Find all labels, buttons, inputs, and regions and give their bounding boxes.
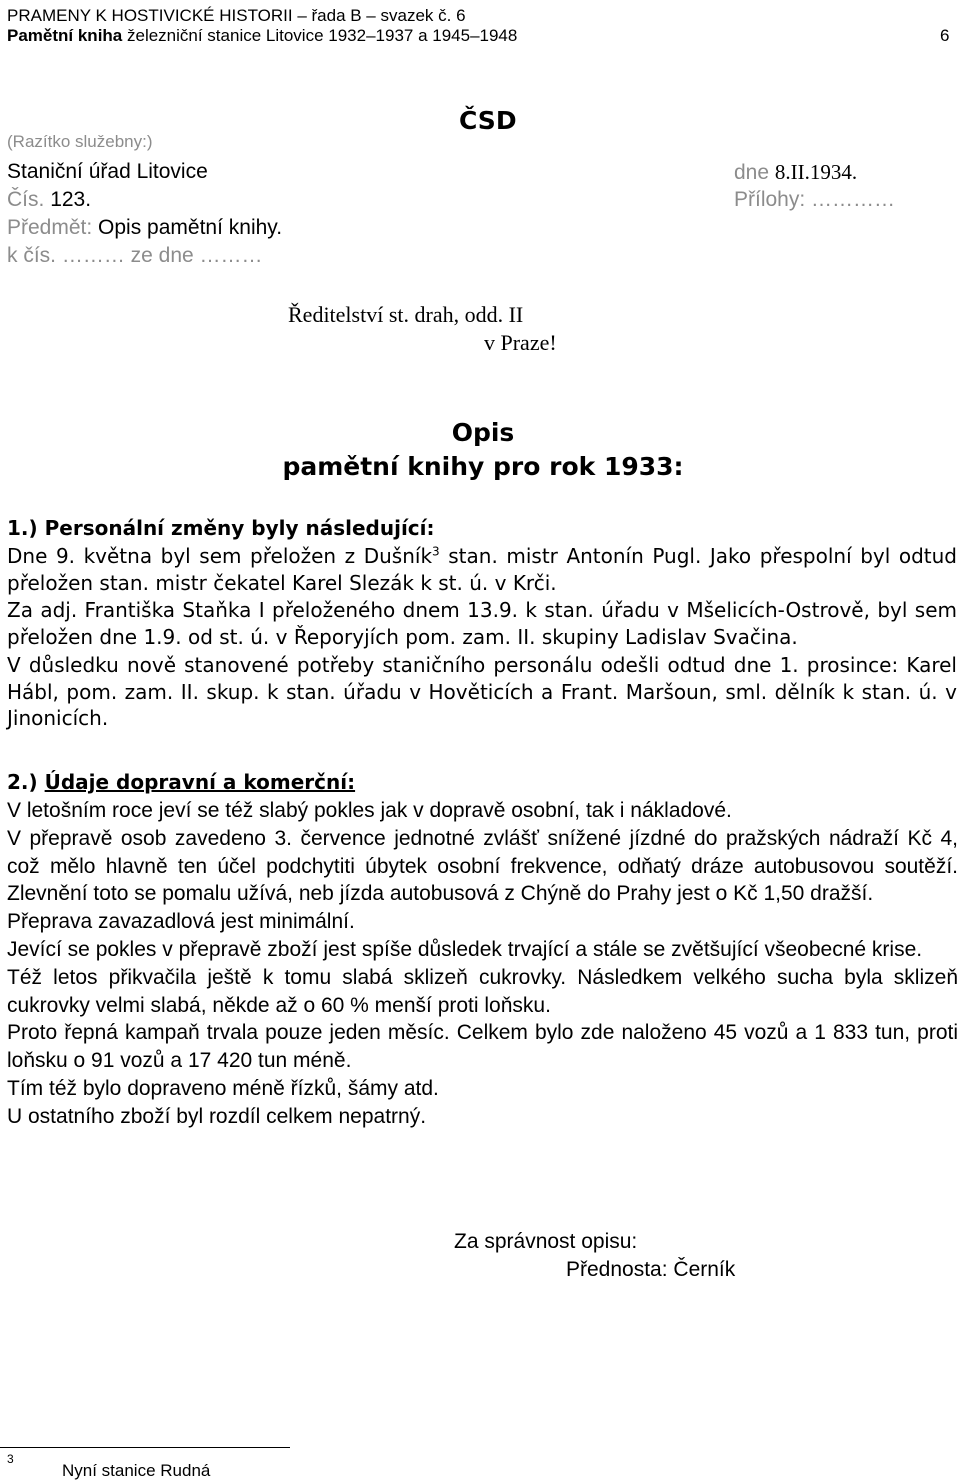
running-header-title: [7, 26, 517, 46]
attachments-line: Přílohy: …………: [734, 188, 896, 211]
document-number-value: 123.: [50, 188, 92, 211]
csd-logo-text: ČSD: [459, 106, 517, 135]
signature-name: Přednosta: Černík: [566, 1258, 736, 1281]
date-value: 8.II.1934.: [774, 160, 858, 184]
document-title: Opis: [451, 418, 515, 447]
page-number: 6: [940, 26, 950, 45]
signature-attestation: Za správnost opisu:: [454, 1230, 638, 1253]
section2-paragraph: Proto řepná kampaň trvala pouze jeden měsíc. Celkem bylo zde naloženo 45 vozů a 1 833 tun, proti loňsku o 91 vozů a 17 420 tun méně.: [7, 1021, 958, 1073]
stamp-note: (Razítko služebny:): [7, 132, 153, 151]
section2-paragraph: Též letos přikvačila ještě k tomu slabá sklizeň cukrovky. Následkem velkého sucha byla sklizeň cukrovky velmi slabá, někde až o 60 % menší proti loňsku.: [7, 965, 958, 1017]
subject-label: Předmět:: [7, 216, 93, 239]
section1-paragraph2: Za adj. Františka Staňka I přeloženého dnem 13.9. k stan. úřadu v Mšelicích-Ostrově, byl sem přeložen dne 1.9. od st. ú. v Řeporyjích pom. zam. II. skupiny Ladislav Svačina.: [7, 598, 957, 649]
section2-paragraph: V letošním roce jeví se též slabý pokles jak v dopravě osobní, tak i nákladové.: [7, 799, 732, 822]
section2-paragraph: V přepravě osob zavedeno 3. července jednotné zvlášť snížené jízdné do pražských nádraží Kč 4, což mělo hlavně ten účel podchytiti úbytek osobní frekvence, odňatý dráze autobusovou soutěží. Zlevnění toto se pomalu užívá, neb jízda autobusová z Chýně do Prahy jest o Kč 1,50 dražší.: [7, 826, 958, 906]
running-header-subtitle: železniční stanice Litovice 1932–1937 a 1945–1948: [122, 26, 518, 45]
reference-line: k čís. ……… ze dne ………: [7, 244, 263, 267]
addressee-line2: v Praze!: [484, 330, 557, 355]
section1-heading: 1.) Personální změny byly následující:: [7, 516, 435, 540]
section1-text-b: stan. mistr Antonín Pugl. Jako přespolní byl odtud přeložen stan. mistr čekatel Karel Slezák k st. ú. v Krči.: [7, 544, 957, 595]
section2-paragraph: Přeprava zavazadlová jest minimální.: [7, 910, 355, 934]
footnote-separator: [0, 1447, 290, 1448]
date-line: [734, 160, 857, 185]
footnote-text: Nyní stanice Rudná: [62, 1461, 211, 1480]
section2-paragraph: U ostatního zboží byl rozdíl celkem nepatrný.: [7, 1104, 427, 1128]
document-subtitle: pamětní knihy pro rok 1933:: [282, 452, 684, 481]
section1-paragraph1: [7, 543, 957, 596]
running-header-series: PRAMENY K HOSTIVICKÉ HISTORII – řada B – svazek č. 6: [7, 6, 466, 25]
section1-paragraph3: V důsledku nově stanovené potřeby staničního personálu odešli odtud dne 1. prosince: Karel Hábl, pom. zam. II. skup. k stan. úřadu v Hověticích a Frant. Maršoun, sml. dělník k stan. ú. v Jinonicích.: [7, 653, 957, 730]
office-name: Staniční úřad Litovice: [7, 160, 208, 183]
running-header-book-title: Pamětní kniha: [7, 26, 123, 45]
footnote-number: 3: [7, 1452, 14, 1466]
addressee-line1: Ředitelství st. drah, odd. II: [288, 302, 524, 327]
footnote-ref: 3: [432, 544, 440, 559]
date-label: dne: [734, 161, 775, 184]
section2-paragraph: Jevící se pokles v přepravě zboží jest spíše důsledek trvající a stále se zvětšující všeobecné krise.: [7, 937, 923, 961]
document-number: Čís. 123.: [7, 188, 92, 211]
subject-value: Opis pamětní knihy.: [92, 216, 283, 239]
section2-heading: [7, 770, 355, 794]
section2-heading-number: 2.): [7, 770, 45, 794]
subject-line: [7, 216, 282, 240]
section2-heading-text: Údaje dopravní a komerční:: [44, 770, 356, 794]
section1-text-a: Dne 9. května byl sem přeložen z Dušník: [7, 544, 433, 568]
section2-paragraph: Tím též bylo dopraveno méně řízků, šámy atd.: [7, 1076, 439, 1100]
section2-paragraphs: [7, 797, 958, 1131]
